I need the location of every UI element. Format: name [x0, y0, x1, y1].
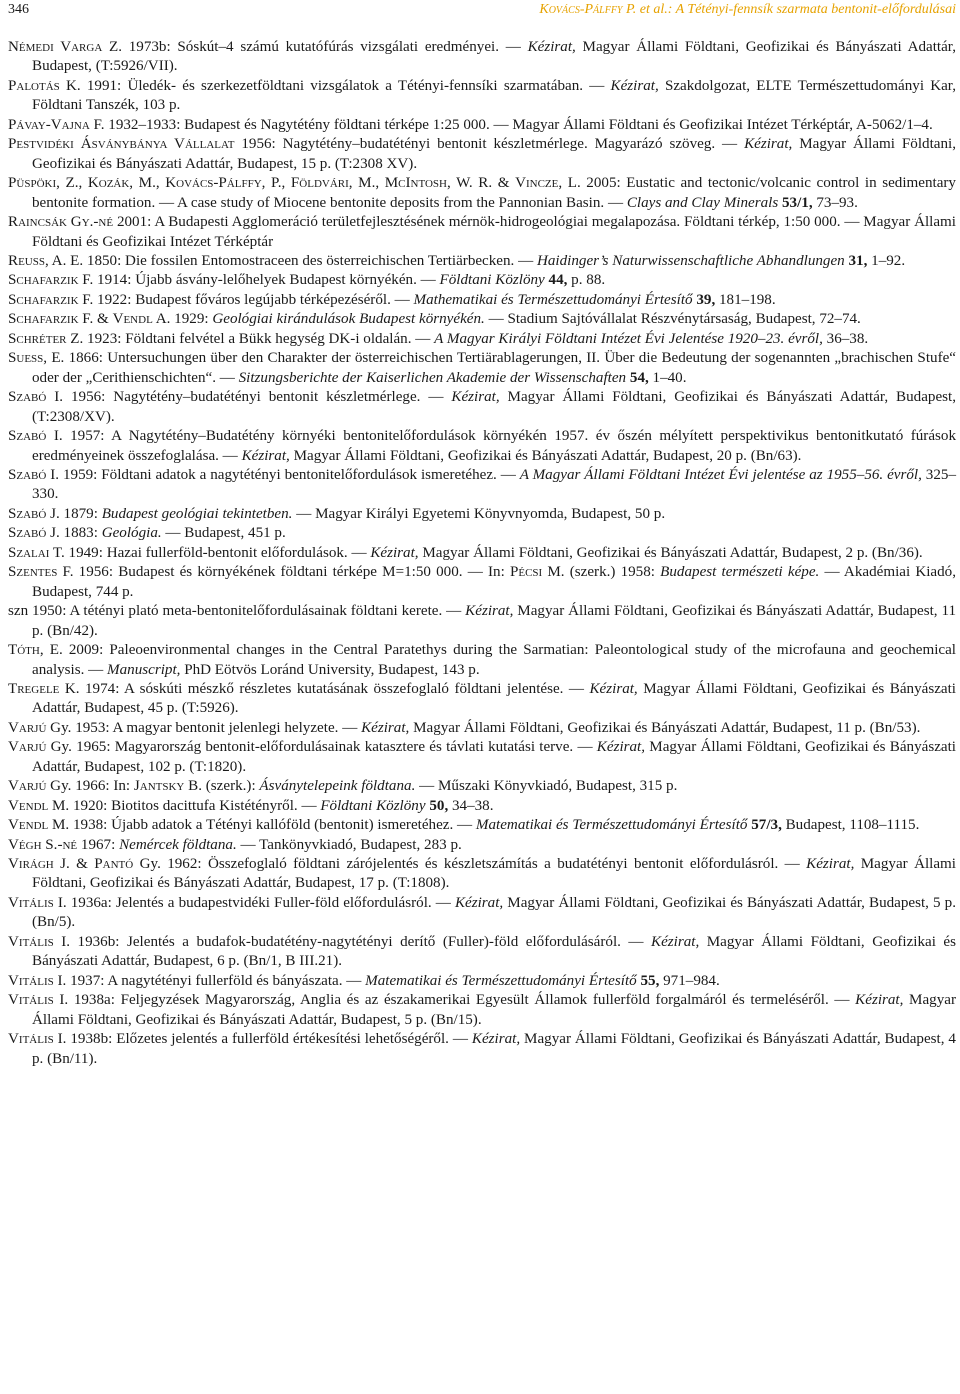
reference-entry [8, 972, 956, 991]
reference-author: Vendl [8, 797, 49, 814]
reference-author: Schafarzik [8, 272, 79, 289]
reference-entry [8, 797, 956, 816]
reference-text: Magyar Állami Földtani, Geofizikai és Bányászati Adattár, Budapest, 11 p. (Bn/42). [32, 603, 957, 639]
reference-italic: Kézirat, [370, 544, 419, 561]
reference-entry [8, 719, 956, 738]
reference-italic: Kézirat, [241, 447, 290, 464]
reference-entry [8, 271, 956, 290]
reference-entry [8, 252, 956, 271]
reference-entry [8, 563, 956, 602]
reference-italic: Kézirat, [744, 136, 793, 153]
reference-text: A. 1929: [152, 311, 213, 328]
reference-italic: Kézirat, [651, 933, 700, 950]
reference-italic: Földtani Közlöny [320, 797, 426, 814]
running-head-title: P. et al.: A Tétényi-fennsík szarmata bentonit-előfordulásai [622, 2, 956, 17]
reference-author: Vitális [8, 894, 54, 911]
reference-entry [8, 135, 956, 174]
reference-text: Magyar Állami Földtani, Geofizikai és Bányászati Adattár, Budapest, 17 p. (T:1808). [32, 856, 956, 892]
reference-author: Schafarzik [8, 291, 79, 308]
reference-author: Vincze [515, 175, 559, 192]
reference-text: , A. E. 1850: Die fossilen Entomostraceen des österreichischen Tertiärbecken. — [44, 252, 537, 269]
reference-text: 325–330. [32, 466, 956, 503]
reference-text: Magyar Állami Földtani, Geofizikai és Bányászati Adattár, Budapest, 15 p. (T:2308 XV). [32, 136, 956, 172]
reference-author: Vitális [8, 992, 54, 1009]
reference-author: Pantó [94, 856, 134, 873]
reference-text: B. (szerk.): [184, 778, 260, 795]
reference-author: Reuss [8, 252, 45, 269]
reference-entry [8, 544, 956, 563]
reference-italic: Budapest természeti képe. [660, 564, 820, 581]
reference-text: M. (szerk.) 1958: [542, 564, 661, 581]
reference-volume: 39, [696, 291, 716, 308]
reference-italic: Kézirat, [610, 77, 659, 94]
reference-text: M. 1938: Újabb adatok a Tétényi kallóföld (bentonit) ismeretéhez. — [48, 817, 476, 834]
reference-entry [8, 466, 956, 505]
reference-author: Pécsi [509, 564, 543, 581]
reference-text: — Tankönyvkiadó, Budapest, 283 p. [236, 836, 462, 853]
reference-text: I. 1957: A Nagytétény–Budatétény környéki bentonitelőfordulások környékén 1957. év őszén mélyített perspektivikus bentonitkutató fúrások eredményeinek összefoglalása. — [32, 428, 956, 464]
reference-entry [8, 77, 956, 116]
reference-text: — Magyar Királyi Egyetemi Könyvnyomda, Budapest, 50 p. [292, 505, 666, 522]
reference-author: Kozák [87, 175, 130, 192]
reference-text: I. 1938b: Előzetes jelentés a fullerföld értékesítési lehetőségéről. — [53, 1031, 472, 1048]
reference-italic: Földtani Közlöny [439, 272, 545, 289]
reference-entry [8, 816, 956, 835]
reference-author: McIntosh [384, 175, 447, 192]
reference-author: Jantsky [133, 778, 185, 795]
reference-text: Magyar Állami Földtani, Geofizikai és Bányászati Adattár, Budapest, (T:2308/XV). [32, 389, 956, 425]
reference-text: szn 1950: A tétényi plató meta-bentonitelőfordulásainak földtani kerete. — [8, 603, 466, 620]
reference-text: Magyar Állami Földtani, Geofizikai és Bányászati Adattár, Budapest, 20 p. (Bn/63). [289, 447, 802, 464]
reference-italic: Kézirat, [855, 992, 904, 1009]
reference-author: Kovács-Pálffy [165, 175, 262, 192]
reference-text: PhD Eötvös Loránd University, Budapest, 143 p. [180, 661, 480, 678]
reference-author: Szabó [8, 525, 47, 542]
reference-text: I. 1938a: Feljegyzések Magyarország, Anglia és az északamerikai Egyesült Államok fullerföld forgalmáról és termeléséről. — [53, 992, 856, 1009]
reference-text: 34–38. [448, 797, 494, 814]
reference-entry [8, 505, 956, 524]
reference-italic: Kézirat, [451, 389, 500, 406]
reference-author: Vendl [112, 311, 153, 328]
reference-text: 1956: Nagytétény–budatétényi bentonit készletmérlege. Magyarázó szöveg. — [234, 136, 745, 153]
reference-text: K. 1974: A sóskúti mészkő részletes kutatásának összefoglaló földtani jelentése. — [59, 680, 590, 697]
reference-entry [8, 680, 956, 719]
reference-italic: Sitzungsberichte der Kaiserlichen Akademie der Wissenschaften [238, 369, 627, 386]
reference-author: Raincsák Gy.-né [8, 214, 114, 231]
reference-text: , L. 2005: Eustatic and tectonic/volcanic control in sedimentary bentonite formation. — A case study of Miocene bentonite deposits from the Pannonian Basin. — [32, 175, 956, 211]
reference-italic: Kézirat, [527, 39, 576, 55]
reference-text: F. 1956: Budapest és környékének földtani térképe M=1:50 000. — In: [57, 564, 510, 581]
reference-volume: 57/3, [751, 817, 782, 834]
reference-text: Magyar Állami Földtani, Geofizikai és Bányászati Adattár, Budapest, 45 p. (T:5926). [32, 680, 956, 717]
reference-text: Z. 1973b: Sóskút–4 számú kutatófúrás vizsgálati eredményei. — [102, 39, 528, 55]
reference-italic: Nemércek földtana. [119, 836, 237, 853]
reference-author: Földvári [290, 175, 349, 192]
reference-text: , E. 1866: Untersuchungen über den Charakter der österreichischen Tertiärablagerungen, II. Über die Bedeutung der sogenannten „brachischen Stufe“ oder der „Cerithienschichten“. — [32, 350, 956, 386]
reference-entry [8, 933, 956, 972]
reference-text: 1–40. [648, 369, 687, 386]
reference-entry [8, 836, 956, 855]
reference-italic: A Magyar Királyi Földtani Intézet Évi Jelentése 1920–23. évről, [434, 330, 823, 347]
reference-text: , Z., [56, 175, 88, 192]
reference-text: 73–93. [812, 194, 858, 211]
reference-author: Szabó [8, 505, 47, 522]
reference-italic: A Magyar Állami Földtani Intézet Évi jelentése az 1955–56. évről, [519, 466, 922, 483]
reference-text: , E. 2009: Paleoenvironmental changes in the Central Paratethys during the Sarmatian: Paleontological study of the microfauna and geochemical analysis. — [32, 642, 956, 678]
reference-text: F. 1914: Újabb ásvány-lelőhelyek Budapest környékén. — [78, 272, 440, 289]
reference-text: I. 1956: Nagytétény–budatétényi bentonit készletmérlege. — [46, 389, 452, 406]
reference-text: I. 1936a: Jelentés a budapestvidéki Fuller-föld előfordulásról. — [53, 894, 455, 911]
reference-author: Varjú [8, 739, 47, 756]
reference-entry [8, 213, 956, 252]
reference-italic: Ásványtelepeink földtana. [259, 778, 416, 795]
reference-text: M. 1920: Biotitos dacittufa Kistétényről. — [48, 797, 321, 814]
reference-text: T. 1949: Hazai fullerföld-bentonit előfordulások. — [49, 544, 371, 561]
reference-author: Némedi Varga [8, 39, 103, 55]
reference-author: Suess [8, 350, 44, 367]
reference-text: 2001: A Budapesti Agglomeráció területfejlesztésének mérnök-hidrogeológiai megalapozása. Földtani térkép, 1:50 000. — Magyar Állami Földtani és Geofizikai Intézet Térképtár [32, 214, 956, 250]
reference-author: Szabó [8, 466, 47, 483]
reference-author: Palotás [8, 77, 60, 94]
page-header [8, 0, 956, 22]
reference-text: Z. 1923: Földtani felvétel a Bükk hegység DK-i oldalán. — [66, 330, 435, 347]
reference-author: Szentes [8, 564, 58, 581]
reference-italic: Kézirat, [454, 894, 504, 911]
reference-author: Tóth [8, 642, 40, 659]
reference-italic: Budapest geológiai tekintetben. [101, 505, 293, 522]
reference-text: J. 1879: [46, 505, 102, 522]
reference-italic: Kézirat, [806, 856, 855, 873]
reference-text: — Budapest, 451 p. [161, 525, 286, 542]
running-head-authors: Kovács-Pálffy [539, 2, 623, 17]
reference-entry [8, 738, 956, 777]
reference-author: Vitális [8, 972, 54, 989]
reference-text: Gy. 1966: In: [46, 778, 134, 795]
reference-text: 971–984. [659, 972, 720, 989]
reference-text: Szakdolgozat, ELTE Természettudományi Kar, Földtani Tanszék, 103 p. [32, 77, 956, 114]
reference-author: Tregele [8, 680, 60, 697]
reference-text: K. 1991: Üledék- és szerkezetföldtani vizsgálatok a Tétényi-fennsíki szarmatában. — [59, 77, 611, 94]
reference-italic: Mathematikai és Természettudományi Értesítő [413, 291, 693, 308]
reference-italic: Clays and Clay Minerals [626, 194, 779, 211]
reference-volume: 31, [848, 252, 868, 269]
reference-text: 1–92. [867, 252, 906, 269]
reference-volume: 53/1, [781, 194, 813, 211]
reference-text: Budapest, 1108–1115. [781, 817, 920, 834]
reference-author: Vitális [8, 1031, 54, 1048]
reference-text: J. & [53, 856, 95, 873]
reference-author: Schafarzik [8, 311, 79, 328]
reference-italic: Kézirat, [596, 739, 646, 756]
reference-text: , M., [129, 175, 166, 192]
reference-text: Gy. 1953: A magyar bentonit jelenlegi helyzete. — [46, 719, 362, 736]
reference-italic: Kézirat, [471, 1031, 521, 1048]
reference-text: — Műszaki Könyvkiadó, Budapest, 315 p. [415, 778, 678, 795]
reference-volume: 55, [640, 972, 660, 989]
reference-entry [8, 291, 956, 310]
reference-entry [8, 388, 956, 427]
reference-text: 1967: [77, 836, 120, 853]
reference-entry [8, 855, 956, 894]
reference-entry [8, 524, 956, 543]
reference-text: 181–198. [715, 291, 776, 308]
reference-text: Magyar Állami Földtani, Geofizikai és Bányászati Adattár, Budapest, 4 p. (Bn/11). [32, 1031, 956, 1067]
reference-italic: Kézirat, [465, 603, 514, 620]
reference-text: Magyar Állami Földtani, Geofizikai és Bányászati Adattár, Budapest, (T:5926/VII). [32, 39, 956, 75]
reference-text: F. 1932–1933: Budapest és Nagytétény földtani térképe 1:25 000. — Magyar Állami Földtani és Geofizikai Intézet Térképtár, A-5062/1–4. [89, 116, 933, 133]
reference-entry [8, 116, 956, 135]
reference-text: J. 1883: [46, 525, 102, 542]
reference-text: Magyar Állami Földtani, Geofizikai és Bányászati Adattár, Budapest, 102 p. (T:1820). [32, 739, 956, 775]
reference-volume: 54, [629, 369, 649, 386]
reference-entry [8, 602, 956, 641]
reference-author: Pestvidéki Ásványbánya Vállalat [8, 136, 235, 153]
reference-text: Magyar Állami Földtani, Geofizikai és Bányászati Adattár, Budapest, 5 p. (Bn/5). [32, 894, 957, 931]
reference-entry [8, 894, 956, 933]
reference-entry [8, 330, 956, 349]
reference-entry [8, 1030, 956, 1069]
reference-entry [8, 349, 956, 388]
reference-italic: Kézirat, [361, 719, 410, 736]
reference-volume: 44, [548, 272, 568, 289]
reference-text: , M., [348, 175, 385, 192]
reference-author: Vitális [8, 933, 54, 950]
reference-text: Gy. 1962: Összefoglaló földtani zárójelentés és készletszámítás a budatétényi bentonit előfordulásról. — [133, 856, 807, 873]
reference-text: I. 1936b: Jelentés a budafok-budatétény-nagytétényi derítő (Fuller)-föld előfordulásáról. — [53, 933, 652, 950]
reference-text: 36–38. [822, 330, 869, 347]
reference-entry [8, 641, 956, 680]
reference-italic: Matematikai és Természettudományi Értesítő [475, 817, 748, 834]
reference-text: — Stadium Sajtóvállalat Részvénytársaság, Budapest, 72–74. [484, 311, 861, 328]
reference-text: , W. R. & [446, 175, 516, 192]
reference-italic: Kézirat, [589, 680, 638, 697]
reference-text: I. 1959: Földtani adatok a nagytétényi bentonitelőfordulások ismeretéhez. — [46, 466, 520, 483]
reference-author: Szabó [8, 389, 47, 406]
reference-text: I. 1937: A nagytétényi fullerföld és bányászata. — [53, 972, 366, 989]
reference-text: Magyar Állami Földtani, Geofizikai és Bányászati Adattár, Budapest, 5 p. (Bn/15). [32, 992, 956, 1028]
reference-text: Magyar Állami Földtani, Geofizikai és Bányászati Adattár, Budapest, 11 p. (Bn/53). [409, 719, 921, 736]
running-head [539, 0, 956, 20]
reference-entry [8, 310, 956, 329]
reference-author: Pávay-Vajna [8, 116, 90, 133]
reference-entry [8, 427, 956, 466]
reference-text: Magyar Állami Földtani, Geofizikai és Bányászati Adattár, Budapest, 2 p. (Bn/36). [418, 544, 923, 561]
reference-author: Schréter [8, 330, 67, 347]
reference-italic: Haidinger’s Naturwissenschaftliche Abhandlungen [536, 252, 845, 269]
reference-text: Magyar Állami Földtani, Geofizikai és Bányászati Adattár, Budapest, 6 p. (Bn/1, B III.21). [32, 933, 956, 970]
reference-volume: 50, [429, 797, 449, 814]
reference-author: Virágh [8, 856, 54, 873]
reference-author: Végh S.-né [8, 836, 78, 853]
reference-text: p. 88. [567, 272, 606, 289]
reference-text: F. 1922: Budapest főváros legújabb térképezéséről. — [78, 291, 414, 308]
reference-italic: Matematikai és Természettudományi Értesítő [365, 972, 637, 989]
reference-author: Szabó [8, 428, 47, 445]
reference-author: Vendl [8, 817, 49, 834]
reference-entry [8, 777, 956, 796]
reference-text: Gy. 1965: Magyarország bentonit-előfordulásainak katasztere és távlati kutatási terve. — [46, 739, 597, 756]
reference-author: Varjú [8, 778, 47, 795]
reference-text: , P., [261, 175, 291, 192]
reference-text: — Akadémiai Kiadó, Budapest, 744 p. [32, 564, 956, 600]
page-number: 346 [8, 2, 29, 17]
reference-author: Varjú [8, 719, 47, 736]
reference-entry [8, 38, 956, 77]
reference-author: Püspöki [8, 175, 57, 192]
reference-entry [8, 174, 956, 213]
reference-entry [8, 991, 956, 1030]
reference-italic: Manuscript, [107, 661, 181, 678]
reference-author: Szalai [8, 544, 50, 561]
reference-text: F. & [78, 311, 113, 328]
reference-list [8, 38, 956, 1069]
reference-italic: Geológiai kirándulások Budapest környékén. [212, 311, 485, 328]
reference-italic: Geológia. [101, 525, 162, 542]
